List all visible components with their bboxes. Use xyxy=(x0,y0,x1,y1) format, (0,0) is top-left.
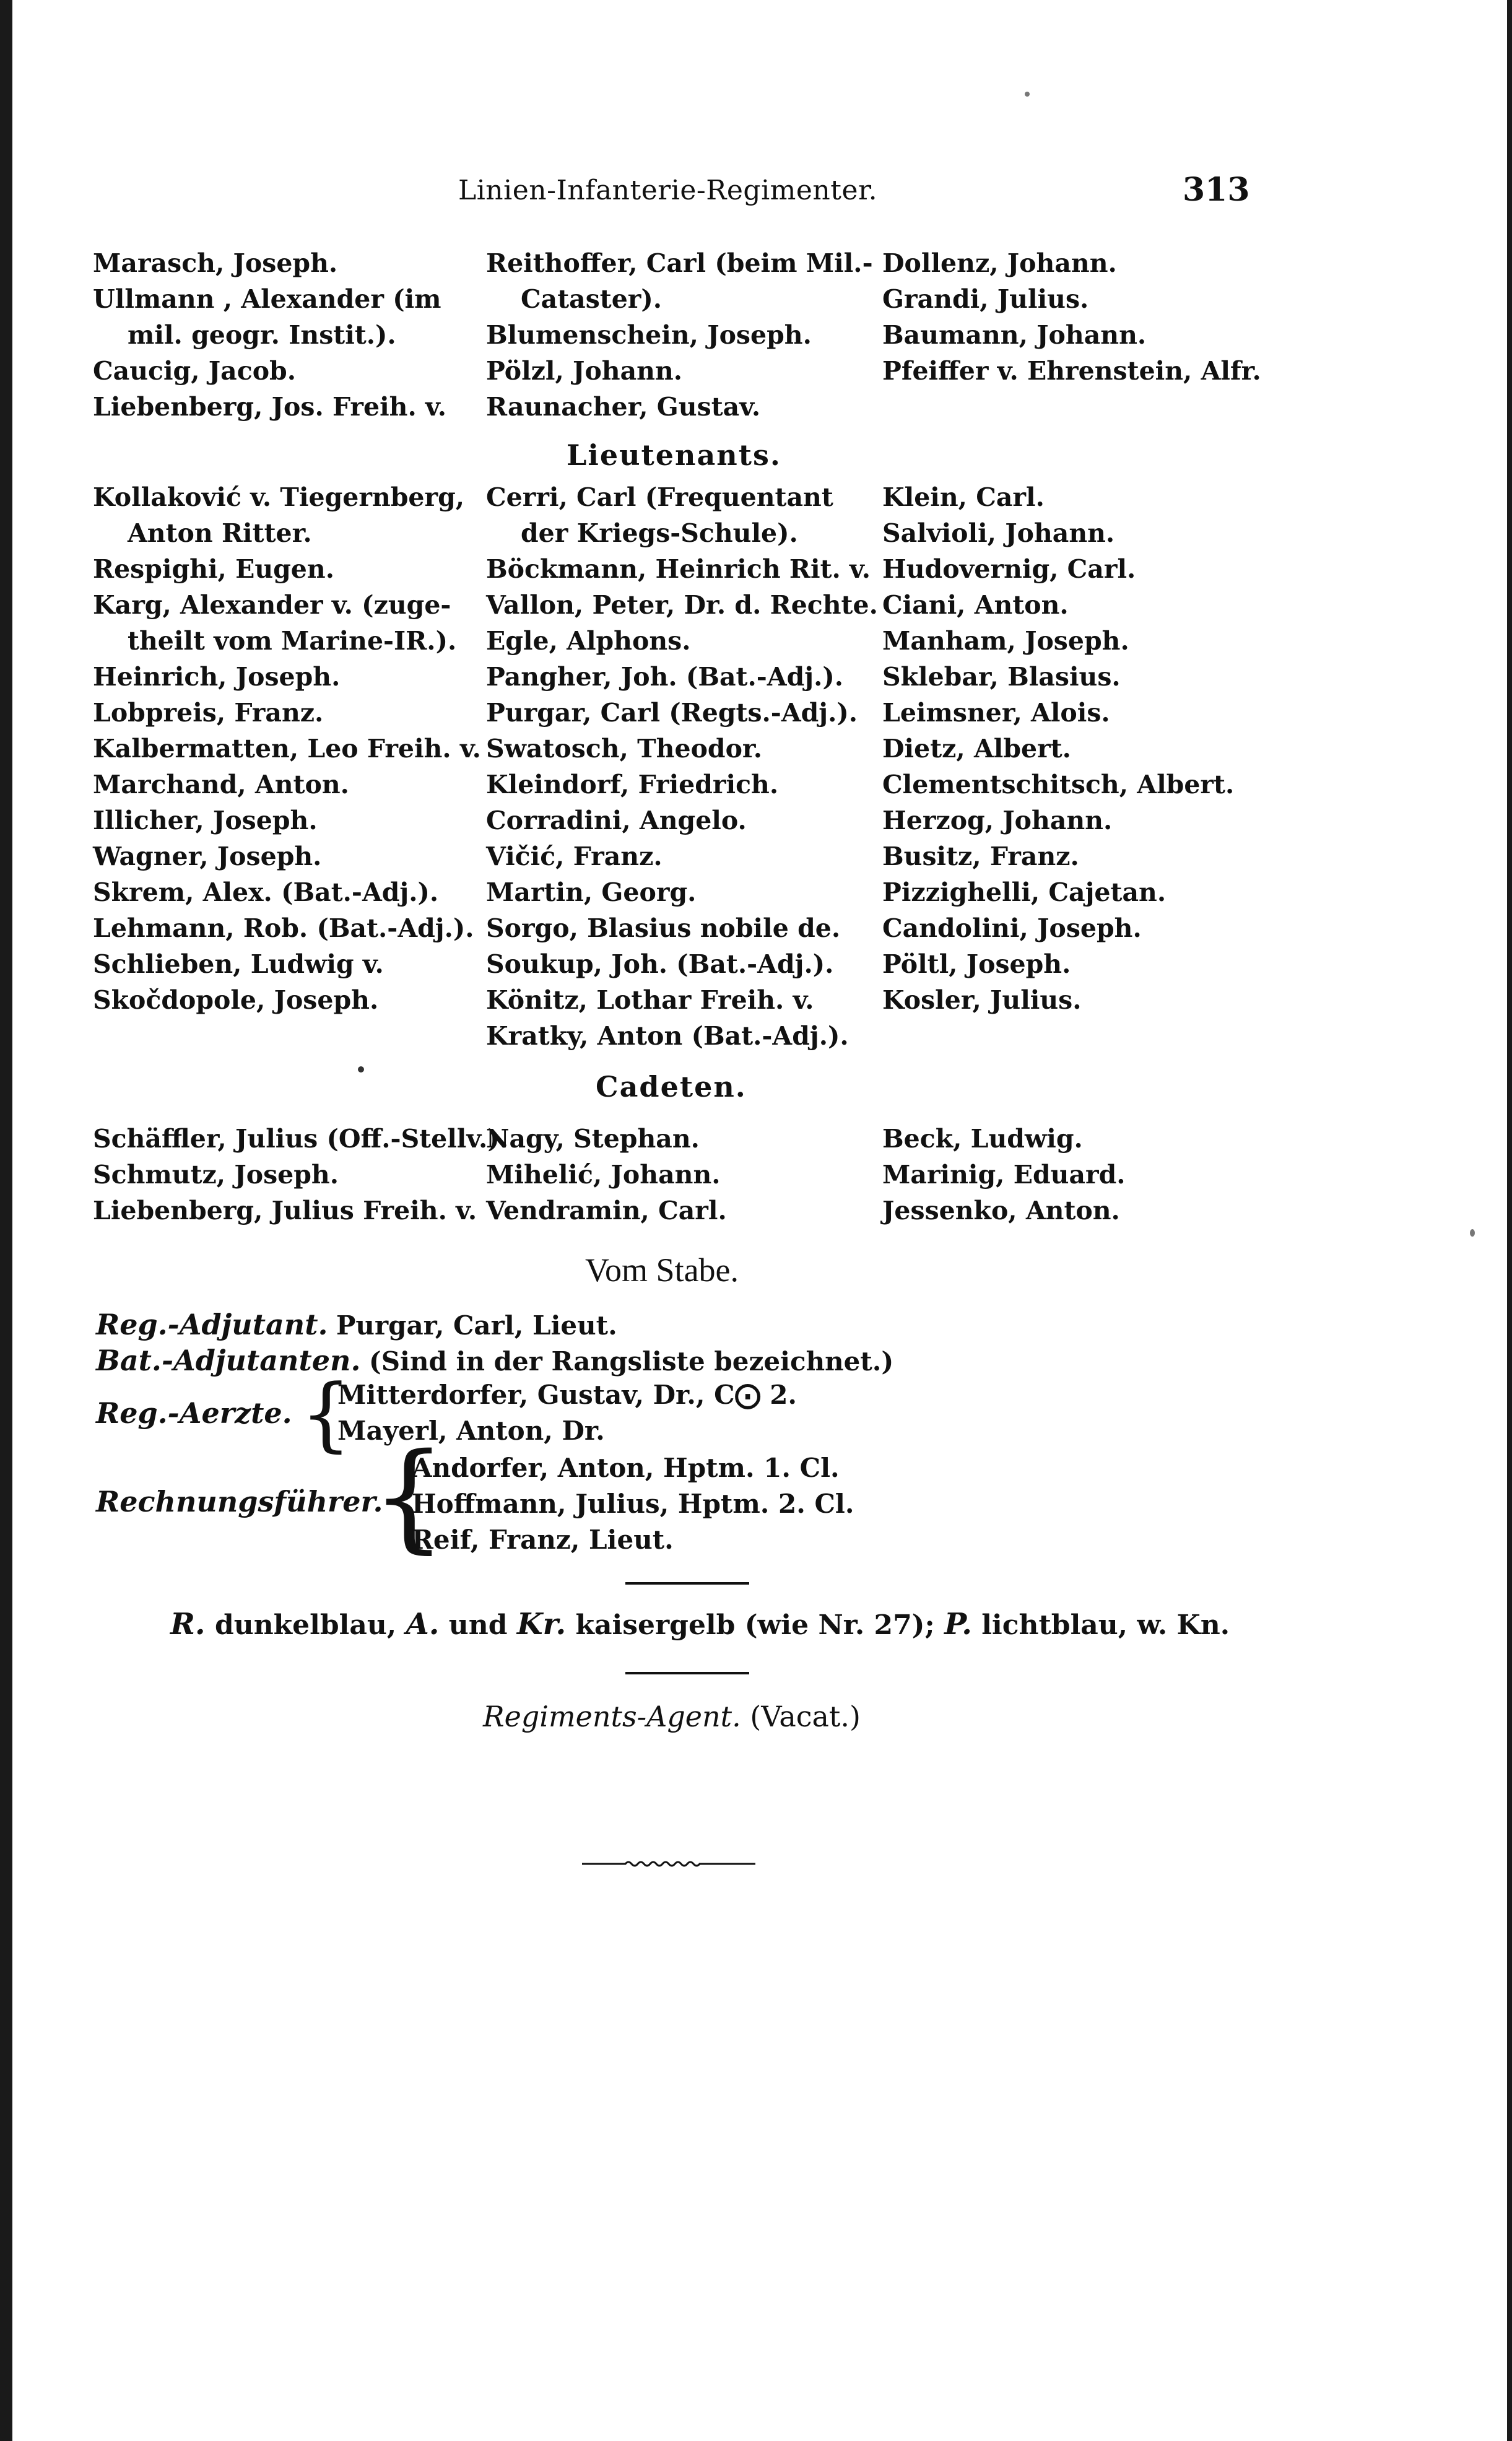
lieutenant-col1-entry: Skrem, Alex. (Bat.-Adj.). xyxy=(93,877,439,907)
lieutenant-col2-entry: Purgar, Carl (Regts.-Adj.). xyxy=(486,698,858,728)
bat-adjutants-label: Bat.-Adjutanten. xyxy=(96,1344,361,1377)
agent-label: Regiments-Agent. xyxy=(483,1700,741,1733)
a-label: A. xyxy=(406,1607,440,1642)
rechnungsfuehrer-label: Rechnungsführer. xyxy=(96,1485,383,1518)
lieutenant-col3-entry: Leimsner, Alois. xyxy=(882,698,1110,728)
top-col3-entry: Baumann, Johann. xyxy=(882,320,1147,350)
lieutenant-col3-entry: Candolini, Joseph. xyxy=(882,913,1142,943)
top-col1-entry: Ullmann , Alexander (im xyxy=(93,284,441,314)
r-label: R. xyxy=(170,1607,206,1642)
top-col2-entry: Pölzl, Johann. xyxy=(486,356,683,386)
top-column-3 xyxy=(882,245,1261,389)
lieutenant-col2-entry: Kleindorf, Friedrich. xyxy=(486,770,779,799)
cadets-column-2 xyxy=(486,1121,727,1229)
lieutenant-col3-entry: Pizzighelli, Cajetan. xyxy=(882,877,1167,907)
divider-rule xyxy=(625,1582,749,1585)
lieutenant-col3-entry: Salvioli, Johann. xyxy=(882,518,1115,548)
lieutenant-col2-entry: Könitz, Lothar Freih. v. xyxy=(486,985,814,1015)
p-label: P. xyxy=(944,1607,972,1642)
running-title: Linien-Infanterie-Regimenter. xyxy=(458,175,878,206)
aerzte-entry-1: Mitterdorfer, Gustav, Dr., C⨀ 2. xyxy=(337,1380,797,1410)
lieutenant-col1-entry: Heinrich, Joseph. xyxy=(93,662,341,692)
aerzte-brace: { xyxy=(300,1367,352,1461)
rechnungsfuehrer-brace: { xyxy=(371,1428,446,1565)
lieutenant-col2-entry: Kratky, Anton (Bat.-Adj.). xyxy=(486,1021,849,1051)
lieutenant-col1-entry: Lobpreis, Franz. xyxy=(93,698,324,728)
top-col3-entry: Dollenz, Johann. xyxy=(882,248,1117,278)
top-col2-entry: Blumenschein, Joseph. xyxy=(486,320,812,350)
regiments-agent-line xyxy=(483,1700,861,1733)
rechnungsfuehrer-entry-2: Hoffmann, Julius, Hptm. 2. Cl. xyxy=(412,1489,854,1519)
staff-heading: Vom Stabe. xyxy=(585,1251,739,1289)
lieutenant-col3-entry: Pöltl, Joseph. xyxy=(882,949,1071,979)
lieutenants-column-1 xyxy=(93,479,481,1018)
top-col2-entry: Cataster). xyxy=(521,284,663,314)
aerzte-entry-2: Mayerl, Anton, Dr. xyxy=(337,1416,605,1446)
lieutenant-col2-entry: Corradini, Angelo. xyxy=(486,806,747,835)
lieutenant-col2-entry: Swatosch, Theodor. xyxy=(486,734,763,764)
cadet-col1-entry: Liebenberg, Julius Freih. v. xyxy=(93,1196,477,1225)
lieutenant-col3-entry: Busitz, Franz. xyxy=(882,842,1079,871)
lieutenant-col3-entry: Manham, Joseph. xyxy=(882,626,1129,656)
lieutenant-col2-entry: der Kriegs-Schule). xyxy=(521,518,798,548)
lieutenant-col3-entry: Klein, Carl. xyxy=(882,482,1045,512)
rechnungsfuehrer-entry-3: Reif, Franz, Lieut. xyxy=(412,1525,674,1555)
bat-adjutants-line xyxy=(96,1344,893,1377)
lieutenant-col2-entry: Egle, Alphons. xyxy=(486,626,691,656)
cadet-col3-entry: Beck, Ludwig. xyxy=(882,1124,1083,1154)
lieutenants-column-2 xyxy=(486,479,878,1054)
lieutenant-col1-entry: Marchand, Anton. xyxy=(93,770,349,799)
lieutenant-col3-entry: Dietz, Albert. xyxy=(882,734,1071,764)
lieutenant-col3-entry: Hudovernig, Carl. xyxy=(882,554,1136,584)
r-text: dunkelblau, xyxy=(214,1609,397,1641)
lieutenant-col1-entry: Lehmann, Rob. (Bat.-Adj.). xyxy=(93,913,474,943)
lieutenant-col2-entry: Soukup, Joh. (Bat.-Adj.). xyxy=(486,949,834,979)
top-col1-entry: mil. geogr. Instit.). xyxy=(128,320,396,350)
aerzte-label-wrap xyxy=(96,1396,292,1430)
lieutenant-col2-entry: Vallon, Peter, Dr. d. Rechte. xyxy=(486,590,878,620)
top-col1-entry: Caucig, Jacob. xyxy=(93,356,296,386)
cadet-col3-entry: Marinig, Eduard. xyxy=(882,1160,1126,1190)
cadets-heading: Cadeten. xyxy=(596,1070,747,1103)
lieutenant-col1-entry: Kalbermatten, Leo Freih. v. xyxy=(93,734,481,764)
rechnungsfuehrer-entry-1: Andorfer, Anton, Hptm. 1. Cl. xyxy=(412,1453,840,1483)
lieutenants-heading: Lieutenants. xyxy=(567,438,781,472)
lieutenant-col1-entry: Respighi, Eugen. xyxy=(93,554,334,584)
lieutenant-col3-entry: Sklebar, Blasius. xyxy=(882,662,1121,692)
rechnungsfuehrer-label-wrap xyxy=(96,1485,383,1518)
lieutenant-col3-entry: Herzog, Johann. xyxy=(882,806,1113,835)
cadet-col3-entry: Jessenko, Anton. xyxy=(882,1196,1120,1225)
kr-text: kaisergelb (wie Nr. 27); xyxy=(575,1609,935,1641)
top-col1-entry: Marasch, Joseph. xyxy=(93,248,338,278)
agent-value: (Vacat.) xyxy=(750,1700,861,1733)
lieutenants-column-3 xyxy=(882,479,1234,1018)
lieutenant-col1-entry: Karg, Alexander v. (zuge- xyxy=(93,590,451,620)
lieutenant-col1-entry: Wagner, Joseph. xyxy=(93,842,322,871)
lieutenant-col2-entry: Böckmann, Heinrich Rit. v. xyxy=(486,554,871,584)
ink-speck xyxy=(1025,92,1030,97)
ink-speck xyxy=(358,1066,364,1073)
cadet-col1-entry: Schmutz, Joseph. xyxy=(93,1160,339,1190)
bat-adjutants-value: (Sind in der Rangsliste bezeichnet.) xyxy=(368,1346,894,1377)
cadets-column-3 xyxy=(882,1121,1126,1229)
lieutenant-col1-entry: Skočdopole, Joseph. xyxy=(93,985,379,1015)
reg-adjutant-value: Purgar, Carl, Lieut. xyxy=(336,1310,617,1341)
cadet-col2-entry: Nagy, Stephan. xyxy=(486,1124,700,1154)
cadets-column-1 xyxy=(93,1121,508,1229)
lieutenant-col3-entry: Clementschitsch, Albert. xyxy=(882,770,1235,799)
top-col3-entry: Grandi, Julius. xyxy=(882,284,1089,314)
top-col1-entry: Liebenberg, Jos. Freih. v. xyxy=(93,392,446,422)
kr-label: Kr. xyxy=(516,1607,567,1642)
lieutenant-col1-entry: Illicher, Joseph. xyxy=(93,806,318,835)
lieutenant-col2-entry: Martin, Georg. xyxy=(486,877,697,907)
top-column-2 xyxy=(486,245,873,425)
top-col3-entry: Pfeiffer v. Ehrenstein, Alfr. xyxy=(882,356,1261,386)
lieutenant-col2-entry: Cerri, Carl (Frequentant xyxy=(486,482,833,512)
aerzte-label: Reg.-Aerzte. xyxy=(96,1396,292,1430)
lieutenant-col1-entry: Schlieben, Ludwig v. xyxy=(93,949,384,979)
lieutenant-col3-entry: Kosler, Julius. xyxy=(882,985,1082,1015)
und-text: und xyxy=(448,1609,508,1641)
cadet-col2-entry: Vendramin, Carl. xyxy=(486,1196,727,1225)
lieutenant-col3-entry: Ciani, Anton. xyxy=(882,590,1069,620)
cadet-col1-entry: Schäffler, Julius (Off.-Stellv.). xyxy=(93,1124,508,1154)
top-column-1 xyxy=(93,245,446,425)
lieutenant-col1-entry: theilt vom Marine-IR.). xyxy=(128,626,457,656)
top-col2-entry: Raunacher, Gustav. xyxy=(486,392,761,422)
lieutenant-col1-entry: Anton Ritter. xyxy=(128,518,312,548)
lieutenant-col2-entry: Sorgo, Blasius nobile de. xyxy=(486,913,841,943)
reg-adjutant-label: Reg.-Adjutant. xyxy=(96,1308,328,1341)
cadet-col2-entry: Mihelić, Johann. xyxy=(486,1160,721,1190)
page-number: 313 xyxy=(1183,171,1250,209)
reg-adjutant-line xyxy=(96,1308,617,1341)
top-col2-entry: Reithoffer, Carl (beim Mil.- xyxy=(486,248,873,278)
p-text: lichtblau, w. Kn. xyxy=(981,1609,1230,1641)
lieutenant-col2-entry: Pangher, Joh. (Bat.-Adj.). xyxy=(486,662,844,692)
uniform-colors-note xyxy=(170,1607,1230,1642)
end-ornament xyxy=(582,1858,755,1870)
lieutenant-col1-entry: Kollaković v. Tiegernberg, xyxy=(93,482,465,512)
ink-speck xyxy=(1470,1229,1475,1237)
lieutenant-col2-entry: Vičić, Franz. xyxy=(486,842,663,871)
divider-rule xyxy=(625,1672,749,1674)
